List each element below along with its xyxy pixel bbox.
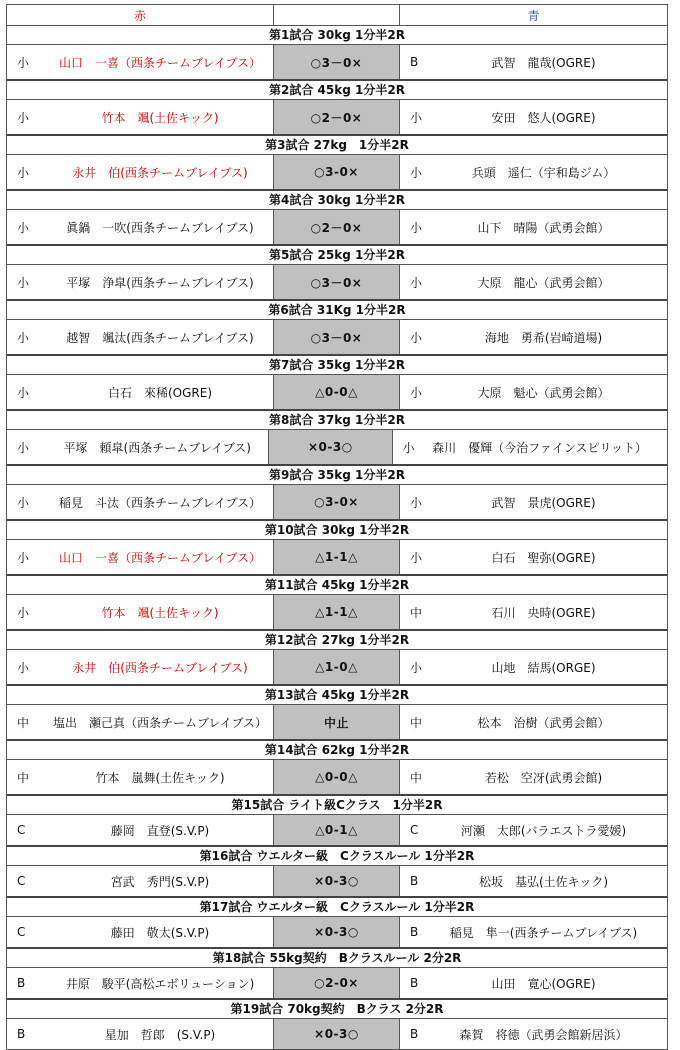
red-class: 小: [17, 385, 30, 400]
match-list: [7, 26, 667, 1049]
match-result: △0-0△: [274, 375, 400, 409]
match-block: [7, 796, 667, 847]
match-result: ○2-0×: [274, 968, 400, 998]
match-result: ○3-0×: [274, 155, 400, 189]
red-fighter: 越智 颯汰(西条チームブレイブス): [47, 320, 274, 354]
match-result: ×0-3○: [269, 430, 393, 464]
blue-class: B: [410, 874, 419, 888]
blue-class: 中: [410, 770, 423, 785]
match-block: [7, 521, 667, 576]
match-title: 第10試合 30kg 1分半2R: [7, 521, 667, 540]
match-title: 第3試合 27kg 1分半2R: [7, 136, 667, 155]
match-row: [7, 265, 667, 301]
match-result: △1-1△: [274, 540, 400, 574]
blue-fighter: 稲見 隼一(西条チームブレイブス): [449, 925, 638, 940]
match-result: ○3－0×: [274, 320, 400, 354]
match-block: [7, 949, 667, 1000]
red-class: 小: [17, 330, 30, 345]
red-fighter: 眞鍋 一吹(西条チームブレイブス): [47, 210, 274, 244]
blue-class: 小: [410, 330, 423, 345]
match-block: [7, 246, 667, 301]
blue-fighter: 石川 央時(OGRE): [491, 605, 596, 620]
match-row: [7, 968, 667, 1000]
match-result: △1-1△: [274, 595, 400, 629]
blue-fighter: 大原 魁心（武勇会館）: [477, 385, 610, 400]
match-block: [7, 466, 667, 521]
blue-class: 小: [410, 165, 423, 180]
match-result: ×0-3○: [274, 1019, 400, 1049]
match-result: ○3－0×: [274, 265, 400, 299]
match-title: 第15試合 ライト級Cクラス 1分半2R: [7, 796, 667, 815]
blue-fighter: 兵頭 遥仁（宇和島ジム）: [471, 165, 616, 180]
match-title: 第4試合 30kg 1分半2R: [7, 191, 667, 210]
match-title: 第11試合 45kg 1分半2R: [7, 576, 667, 595]
red-fighter: 塩出 瀬己真（西条チームブレイブス）: [47, 705, 274, 739]
red-fighter: 永井 伯(西条チームブレイブス): [47, 650, 274, 684]
match-title: 第17試合 ウエルター級 Cクラスルール 1分半2R: [7, 898, 667, 917]
red-fighter: 稲見 斗汰（西条チームブレイブス）: [47, 485, 274, 519]
red-fighter: 山口 一喜（西条チームブレイブス）: [47, 45, 274, 79]
blue-fighter: 森賀 将徳（武勇会館新居浜）: [459, 1027, 628, 1042]
blue-corner-label: 青: [527, 8, 540, 23]
blue-fighter: 河瀬 太郎(バラエストラ愛媛): [460, 823, 627, 838]
blue-fighter: 白石 聖弥(OGRE): [491, 550, 596, 565]
match-title: 第19試合 70kg契約 Bクラス 2分2R: [7, 1000, 667, 1019]
match-title: 第7試合 35kg 1分半2R: [7, 356, 667, 375]
match-row: [7, 650, 667, 686]
match-row: [7, 485, 667, 521]
blue-fighter: 森川 優輝（今治ファインスピリット）: [432, 440, 647, 455]
match-title: 第2試合 45kg 1分半2R: [7, 81, 667, 100]
blue-fighter: 松本 治樹（武勇会館）: [477, 715, 610, 730]
red-class: 小: [17, 110, 30, 125]
red-class: 小: [17, 220, 30, 235]
blue-fighter: 安田 悠人(OGRE): [491, 110, 596, 125]
blue-class: C: [410, 823, 419, 837]
match-result: △1-0△: [274, 650, 400, 684]
match-title: 第12試合 27kg 1分半2R: [7, 631, 667, 650]
match-result: ○3－0×: [274, 45, 400, 79]
match-row: [7, 760, 667, 796]
red-class: C: [17, 874, 26, 888]
match-title: 第18試合 55kg契約 Bクラスルール 2分2R: [7, 949, 667, 968]
red-class: C: [17, 925, 26, 939]
match-title: 第5試合 25kg 1分半2R: [7, 246, 667, 265]
results-sheet: [6, 4, 668, 1050]
match-block: [7, 898, 667, 949]
blue-class: 小: [402, 440, 415, 455]
blue-fighter: 海地 勇希(岩崎道場): [484, 330, 603, 345]
match-result: ×0-3○: [274, 866, 400, 896]
blue-class: 中: [410, 715, 423, 730]
match-result: ○3-0×: [274, 485, 400, 519]
match-row: [7, 866, 667, 898]
match-row: [7, 210, 667, 246]
blue-class: B: [410, 976, 419, 990]
result-column-header: [274, 5, 400, 25]
red-fighter: 白石 來稀(OGRE): [47, 375, 274, 409]
blue-fighter: 松坂 基弘(土佐キック): [478, 874, 609, 889]
match-block: [7, 411, 667, 466]
match-result: △0-0△: [274, 760, 400, 794]
corner-header: [7, 5, 667, 26]
red-class: 小: [17, 55, 30, 70]
blue-fighter: 山地 結馬(ORGE): [491, 660, 596, 675]
match-row: [7, 430, 667, 466]
blue-fighter: 山下 晴陽（武勇会館）: [477, 220, 610, 235]
red-class: 小: [17, 550, 30, 565]
blue-fighter: 武智 龍哉(OGRE): [491, 55, 596, 70]
blue-class: 小: [410, 495, 423, 510]
blue-class: B: [410, 925, 419, 939]
red-class: 小: [17, 605, 30, 620]
blue-fighter: 大原 龍心（武勇会館）: [477, 275, 610, 290]
match-title: 第8試合 37kg 1分半2R: [7, 411, 667, 430]
blue-class: 小: [410, 660, 423, 675]
match-title: 第1試合 30kg 1分半2R: [7, 26, 667, 45]
blue-fighter: 武智 景虎(OGRE): [491, 495, 596, 510]
blue-class: 小: [410, 220, 423, 235]
blue-class: B: [410, 1027, 419, 1041]
red-fighter: 竹本 颯(土佐キック): [47, 595, 274, 629]
blue-class: B: [410, 55, 419, 69]
red-class: 小: [17, 495, 30, 510]
red-fighter: 山口 一喜（西条チームブレイブス）: [47, 540, 274, 574]
match-block: [7, 631, 667, 686]
red-fighter: 平塚 頼皐(西条チームブレイブス): [46, 430, 269, 464]
match-row: [7, 155, 667, 191]
red-fighter: 平塚 浄皐(西条チームブレイブス): [47, 265, 274, 299]
red-fighter: 竹本 颯(土佐キック): [47, 100, 274, 134]
match-result: 中止: [274, 705, 400, 739]
match-title: 第16試合 ウエルター級 Cクラスルール 1分半2R: [7, 847, 667, 866]
match-block: [7, 191, 667, 246]
match-result: ×0-3○: [274, 917, 400, 947]
blue-class: 小: [410, 385, 423, 400]
match-title: 第13試合 45kg 1分半2R: [7, 686, 667, 705]
red-fighter: 井原 駿平(高松エボリューション): [47, 968, 274, 998]
match-title: 第9試合 35kg 1分半2R: [7, 466, 667, 485]
red-fighter: 藤岡 直登(S.V.P): [47, 815, 274, 845]
match-block: [7, 576, 667, 631]
match-title: 第6試合 31Kg 1分半2R: [7, 301, 667, 320]
match-block: [7, 686, 667, 741]
blue-class: 小: [410, 550, 423, 565]
match-result: △0-1△: [274, 815, 400, 845]
red-class: 小: [17, 275, 30, 290]
red-fighter: 藤田 敬太(S.V.P): [47, 917, 274, 947]
match-block: [7, 1000, 667, 1049]
red-fighter: 宮武 秀門(S.V.P): [47, 866, 274, 896]
red-class: B: [17, 1027, 26, 1041]
red-fighter: 竹本 嵐舞(土佐キック): [47, 760, 274, 794]
red-fighter: 永井 伯(西条チームブレイブス): [47, 155, 274, 189]
red-class: 小: [17, 440, 30, 455]
match-block: [7, 81, 667, 136]
match-row: [7, 375, 667, 411]
red-class: 小: [17, 165, 30, 180]
match-row: [7, 705, 667, 741]
match-row: [7, 815, 667, 847]
match-row: [7, 595, 667, 631]
blue-fighter: 若松 空冴(武勇会館): [484, 770, 603, 785]
match-block: [7, 356, 667, 411]
match-row: [7, 320, 667, 356]
red-fighter: 星加 哲郎 (S.V.P): [47, 1019, 274, 1049]
match-row: [7, 540, 667, 576]
match-row: [7, 45, 667, 81]
match-result: ○2－0×: [274, 100, 400, 134]
match-row: [7, 917, 667, 949]
blue-class: 中: [410, 605, 423, 620]
blue-class: 小: [410, 275, 423, 290]
red-class: C: [17, 823, 26, 837]
red-class: B: [17, 976, 26, 990]
match-result: ○2－0×: [274, 210, 400, 244]
match-row: [7, 100, 667, 136]
match-block: [7, 301, 667, 356]
match-title: 第14試合 62kg 1分半2R: [7, 741, 667, 760]
blue-fighter: 山田 寛心(OGRE): [491, 976, 596, 991]
match-block: [7, 136, 667, 191]
match-block: [7, 26, 667, 81]
red-corner-label: 赤: [7, 5, 274, 25]
red-class: 中: [17, 715, 30, 730]
match-row: [7, 1019, 667, 1049]
blue-class: 小: [410, 110, 423, 125]
red-class: 中: [17, 770, 30, 785]
red-class: 小: [17, 660, 30, 675]
match-block: [7, 741, 667, 796]
match-block: [7, 847, 667, 898]
